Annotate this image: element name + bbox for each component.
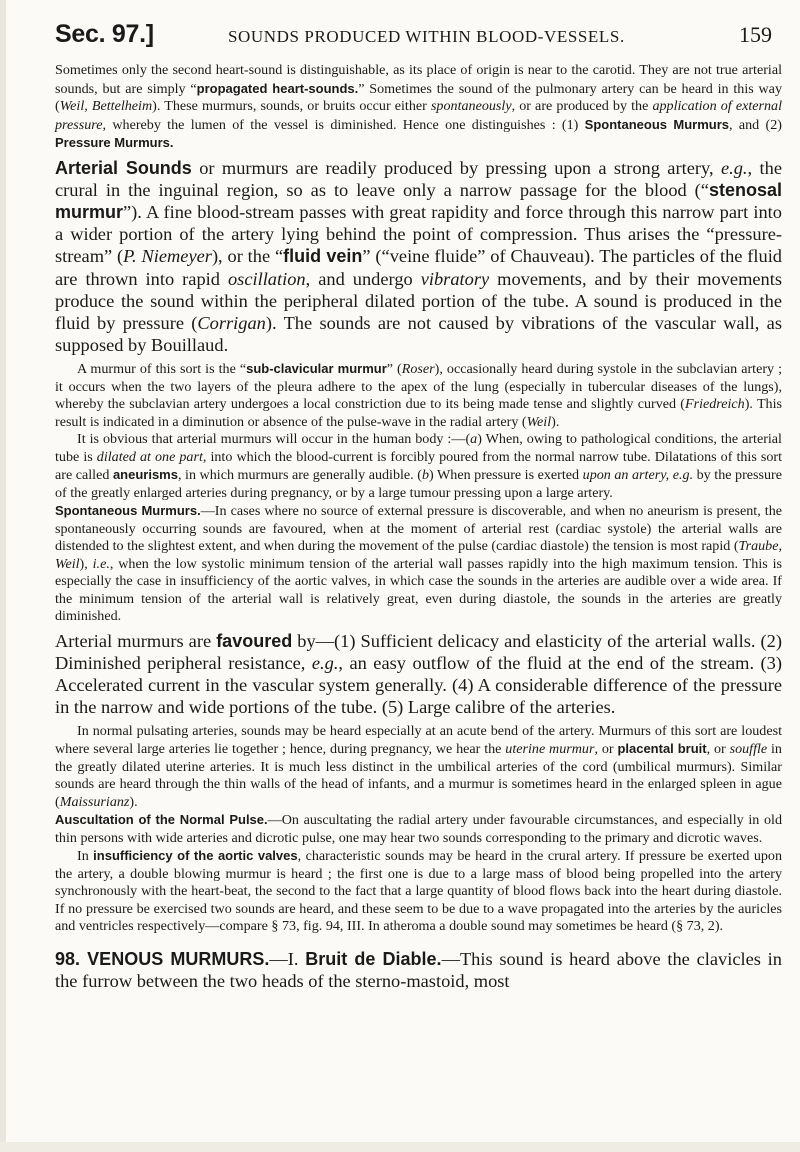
running-title: SOUNDS PRODUCED WITHIN BLOOD-VESSELS.: [227, 27, 625, 46]
paragraph-subclavicular-murmur: A murmur of this sort is the “sub-clavicular murmur” (Roser), occasionally heard during systole in the subclavian artery ; it occurs when the two layers of the pleura adhere to the apex of the lung (especially in tubercular diseases of the lungs), whereby the subclavian artery undergoes a local constriction due to its being made tense and slightly curved (Friedreich). This result is indicated in a diminution or absence of the pulse-wave in the radial artery (Weil).: [55, 361, 783, 430]
running-header: [55, 20, 772, 54]
paragraph-auscultation: Auscultation of the Normal Pulse.—On auscultating the radial artery under favourable circumstances, and especially in old thin persons with wide arteries and dicrotic pulse, one may hear two sounds corresponding to the primary and dicrotic waves.: [55, 812, 782, 846]
page-body: [55, 62, 782, 992]
page-number: 159: [739, 22, 772, 47]
paragraph-aortic-insufficiency: In insufficiency of the aortic valves, characteristic sounds may be heard in the crural artery. If pressure be exerted upon the artery, a double blowing murmur is heard ; the first one is due to a large mass of blood being propelled into the artery synchronously with the heart-beat, the second to the fact that a large quantity of blood flows back into the heart during diastole. If no pressure be exercised two sounds are heard, and these seem to be due to a wave propagated into the arteries by the auricles and ventricles respectively—compare § 73, fig. 94, III. In atheroma a double sound may sometimes be heard (§ 73, 2).: [55, 848, 783, 935]
paragraph-arterial-sounds: Arterial Sounds or murmurs are readily produced by pressing upon a strong artery, e.g., the crural in the inguinal region, so as to leave only a narrow passage for the blood (“stenosal murmur”). A fine blood-stream passes with great rapidity and force through this narrow part into a wider portion of the artery lying behind the point of compression. Thus arises the “pressure-stream” (P. Niemeyer), or the “fluid vein” (“veine fluide” of Chauveau). The particles of the fluid are thrown into rapid oscillation, and undergo vibratory movements, and by their movements produce the sound within the peripheral dilated portion of the tube. A sound is produced in the fluid by pressure (Corrigan). The sounds are not caused by vibrations of the vascular wall, as supposed by Bouillaud.: [55, 157, 783, 356]
paragraph-venous-murmurs: 98. VENOUS MURMURS.—I. Bruit de Diable.—This sound is heard above the clavicles in the furrow between the two heads of the sterno-mastoid, most: [55, 948, 782, 991]
paragraph-spontaneous-murmurs: Spontaneous Murmurs.—In cases where no source of external pressure is discoverable, and when no aneurism is present, the spontaneously occurring sounds are favoured, when at the moment of arterial rest (cardiac systole) the arterial walls are distended to the slightest extent, and when during the movement of the pulse (cardiac diastole) the tension is most rapid (Traube, Weil), i.e., when the low systolic minimum tension of the arterial wall passes rapidly into the high maximum tension. This is especially the case in insufficiency of the aortic valves, in which case the sounds in the arteries are audible over a wide area. If the minimum tension of the arterial wall is relatively great, even during diastole, the sounds in the arteries are greatly diminished.: [55, 503, 782, 625]
page-gutter-shadow: [0, 0, 6, 1152]
paragraph-propagated-sounds: Sometimes only the second heart-sound is distinguishable, as its place of origin is near to the carotid. They are not true arterial sounds, but are simply “propagated heart-sounds.” Sometimes the sound of the pulmonary artery can be heard in this way (Weil, Bettelheim). These murmurs, sounds, or bruits occur either spontaneously, or are produced by the application of external pressure, whereby the lumen of the vessel is diminished. Hence one distinguishes : (1) Spontaneous Murmurs, and (2) Pressure Murmurs.: [55, 62, 783, 150]
paragraph-normal-arteries: In normal pulsating arteries, sounds may be heard especially at an acute bend of the artery. Murmurs of this sort are loudest where several large arteries lie together ; hence, during pregnancy, we hear the uterine murmur, or placental bruit, or souffle in the greatly dilated uterine arteries. It is much less distinct in the umbilical arteries of the cord (umbilical murmurs). Similar sounds are heard through the thin walls of the head of infants, and a murmur is sometimes heard in the enlarged spleen in ague (Maissurianz).: [55, 722, 782, 810]
section-label: Sec. 97.]: [55, 20, 154, 48]
section-heading-98: 98. VENOUS MURMURS.: [55, 948, 270, 969]
paragraph-murmurs-favoured: Arterial murmurs are favoured by—(1) Sufficient delicacy and elasticity of the arterial walls. (2) Diminished peripheral resistance, e.g., an easy outflow of the fluid at the end of the stream. (3) Accelerated current in the vascular system generally. (4) A considerable difference of the pressure in the narrow and wide portions of the tube. (5) Large calibre of the arteries.: [55, 630, 782, 718]
paragraph-murmur-conditions: It is obvious that arterial murmurs will occur in the human body :—(a) When, owing to pathological conditions, the arterial tube is dilated at one part, into which the blood-current is forcibly poured from the normal narrow tube. Dilatations of this sort are called aneurisms, in which murmurs are generally audible. (b) When pressure is exerted upon an artery, e.g. by the pressure of the greatly enlarged arteries during pregnancy, or by a large tumour pressing upon a large artery.: [55, 431, 782, 501]
page-bottom-edge: [0, 1142, 800, 1152]
